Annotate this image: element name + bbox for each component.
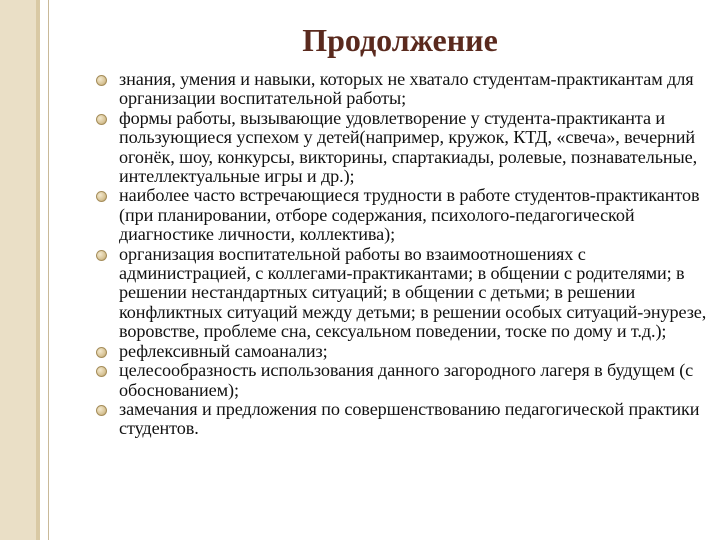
bullet-dot-icon	[96, 366, 107, 377]
bullet-list	[96, 70, 708, 439]
bullet-dot-icon	[96, 405, 107, 416]
list-item	[96, 361, 708, 400]
bullet-dot-icon	[96, 250, 107, 261]
bullet-dot-icon	[96, 347, 107, 358]
list-item-text: замечания и предложения по совершенствованию педагогической практики студентов.	[119, 398, 700, 439]
decorative-vertical-line	[48, 0, 49, 540]
decorative-side-band	[0, 0, 40, 540]
list-item-text: знания, умения и навыки, которых не хватало студентам-практикантам для организации воспитательной работы;	[119, 69, 694, 109]
slide-title: Продолжение	[302, 22, 498, 58]
bullet-dot-icon	[96, 191, 107, 202]
list-item-text: формы работы, вызывающие удовлетворение у студента-практиканта и пользующиеся успехом у детей(например, кружок, КТД, «свеча», вечерний огонёк, шоу, конкурсы, викторины, спартакиады, ролевые, познавательные, интеллектуальные игры и др.);	[119, 107, 698, 187]
list-item-text: рефлексивный самоанализ;	[119, 340, 328, 361]
list-item-text: организация воспитательной работы во взаимоотношениях с администрацией, с коллегами-практикантами; в общении с родителями; в решении нестандартных ситуаций; в общении с детьми; в решении конфликтных ситуаций между детьми; в решении особых ситуаций-энурезе, воровстве, проблеме сна, сексуальном поведении, тоске по дому и т.д.);	[119, 243, 707, 342]
bullet-dot-icon	[96, 75, 107, 86]
list-item	[96, 70, 708, 109]
list-item	[96, 342, 708, 361]
list-item	[96, 109, 708, 187]
list-item	[96, 186, 708, 244]
bullet-dot-icon	[96, 114, 107, 125]
list-item	[96, 400, 708, 439]
list-item-text: целесообразность использования данного загородного лагеря в будущем (с обоснованием);	[119, 360, 694, 400]
list-item	[96, 245, 708, 342]
list-item-text: наиболее часто встречающиеся трудности в работе студентов-практикантов (при планировании, отборе содержания, психолого-педагогической диагностике личности, коллектива);	[119, 185, 700, 245]
